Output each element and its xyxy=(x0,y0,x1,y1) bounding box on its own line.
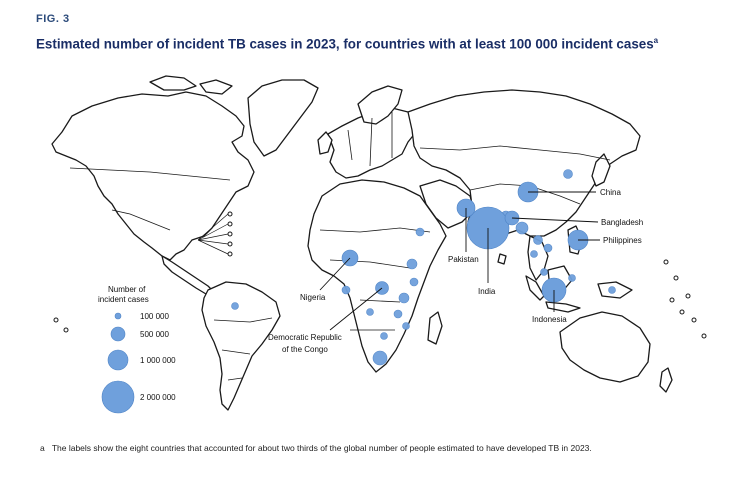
pakistan-label: Pakistan xyxy=(448,255,479,264)
country-bubble xyxy=(407,259,417,269)
philippines-label: Philippines xyxy=(603,236,642,245)
country-bubble xyxy=(381,333,388,340)
country-bubble xyxy=(394,310,402,318)
legend-title-line1: Number of xyxy=(108,285,146,294)
arctic-islands-2 xyxy=(200,80,232,94)
figure-title-text: Estimated number of incident TB cases in 2023, for countries with at least 100 000 incident cases xyxy=(36,36,654,52)
central-america-landmass xyxy=(162,256,214,294)
india-label: India xyxy=(478,287,496,296)
country-bubble xyxy=(564,170,573,179)
country-bubble xyxy=(416,228,424,236)
island-marker xyxy=(228,222,232,226)
island-marker xyxy=(680,310,684,314)
new-zealand-landmass xyxy=(660,368,672,392)
madagascar-landmass xyxy=(428,312,442,344)
country-bubble xyxy=(534,236,543,245)
south-america-landmass xyxy=(202,282,280,410)
country-bubble xyxy=(531,251,538,258)
island-marker xyxy=(670,298,674,302)
island-marker xyxy=(228,232,232,236)
island-marker xyxy=(228,252,232,256)
island-marker xyxy=(64,328,68,332)
island-marker xyxy=(664,260,668,264)
sri-lanka-landmass xyxy=(498,254,506,264)
footnote xyxy=(40,443,592,453)
island-marker xyxy=(54,318,58,322)
legend-label-100k: 100 000 xyxy=(140,312,169,321)
country-bubble xyxy=(373,351,387,365)
africa-landmass xyxy=(308,180,446,372)
country-bubble xyxy=(399,293,409,303)
sumatra-landmass xyxy=(526,276,544,300)
drc-label-line2: of the Congo xyxy=(282,345,328,354)
island-marker xyxy=(674,276,678,280)
footnote-marker: a xyxy=(40,443,45,453)
java-landmass xyxy=(546,302,580,312)
island-marker xyxy=(686,294,690,298)
legend-label-1m: 1 000 000 xyxy=(140,356,176,365)
country-bubble xyxy=(609,287,616,294)
legend-label-500k: 500 000 xyxy=(140,330,169,339)
nigeria-label: Nigeria xyxy=(300,293,326,302)
country-bubble xyxy=(544,244,552,252)
indonesia-label: Indonesia xyxy=(532,315,567,324)
title-footnote-marker: a xyxy=(653,36,659,45)
footnote-text: The labels show the eight countries that accounted for about two thirds of the global number of people estimated to have developed TB in 2023. xyxy=(51,443,592,453)
legend-bubble-100k xyxy=(115,313,121,319)
bangladesh-label: Bangladesh xyxy=(601,218,644,227)
island-marker xyxy=(702,334,706,338)
island-marker xyxy=(228,242,232,246)
country-bubble xyxy=(541,269,548,276)
figure-number: FIG. 3 xyxy=(36,13,70,25)
country-bubble xyxy=(342,286,350,294)
country-bubble xyxy=(232,303,239,310)
country-bubble xyxy=(403,323,410,330)
island-marker xyxy=(692,318,696,322)
island-marker xyxy=(228,212,232,216)
country-bubble xyxy=(367,309,374,316)
arctic-islands xyxy=(150,76,196,90)
legend xyxy=(98,285,176,413)
legend-bubble-500k xyxy=(111,327,125,341)
greenland-landmass xyxy=(248,80,318,156)
legend-title-line2: incident cases xyxy=(98,295,149,304)
country-bubble xyxy=(569,275,576,282)
legend-bubble-1m xyxy=(108,350,128,370)
legend-bubbles xyxy=(102,313,134,413)
australia-landmass xyxy=(560,312,650,382)
drc-label-line1: Democratic Republic xyxy=(268,333,342,342)
country-bubble xyxy=(410,278,418,286)
legend-label-2m: 2 000 000 xyxy=(140,393,176,402)
country-bubble xyxy=(516,222,528,234)
china-label: China xyxy=(600,188,621,197)
legend-bubble-2m xyxy=(102,381,134,413)
